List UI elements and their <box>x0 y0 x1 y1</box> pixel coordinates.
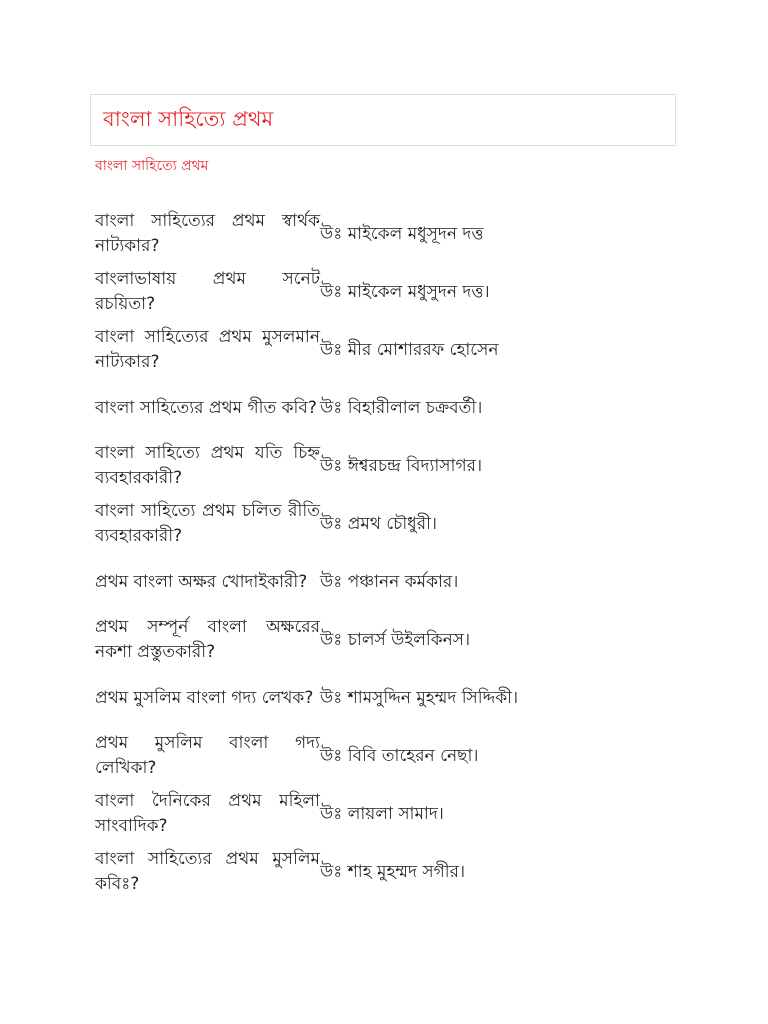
question-cell: বাংলা সাহিত্যের প্রথম স্বার্থক নাট্যকার? <box>95 211 320 256</box>
qa-row <box>95 669 575 727</box>
question-cell: বাংলা সাহিত্যে প্রথম চলিত রীতি ব্যবহারকারী? <box>95 501 320 546</box>
answer-cell: উঃ বিহারীলাল চক্রবর্তী। <box>320 397 483 418</box>
answer-cell: উঃ শাহ মুহম্মদ সগীর। <box>320 861 466 882</box>
answer-cell: উঃ চালর্স উইলকিনস। <box>320 629 471 650</box>
question-cell: বাংলা সাহিত্যের প্রথম গীত কবি? <box>95 397 317 418</box>
qa-row <box>95 379 575 437</box>
qa-row <box>95 321 575 379</box>
qa-row <box>95 785 575 843</box>
question-cell: প্রথম সম্পূর্ন বাংলা অক্ষরের নকশা প্রস্তুতকারী? <box>95 617 320 662</box>
answer-cell: উঃ মাইকেল মধুসূদন দত্ত <box>320 223 484 244</box>
answer-cell: উঃ বিবি তাহেরন নেছা। <box>320 745 479 766</box>
answer-cell: উঃ প্রমথ চৌধুরী। <box>320 513 438 534</box>
question-cell: বাংলা দৈনিকের প্রথম মহিলা সাংবাদিক? <box>95 791 320 836</box>
qa-row <box>95 495 575 553</box>
answer-cell: উঃ লায়লা সামাদ। <box>320 803 444 824</box>
answer-cell: উঃ শামসুদ্দিন মুহম্মদ সিদ্দিকী। <box>320 687 519 708</box>
answer-cell: উঃ পঞ্চানন কর্মকার। <box>320 571 459 592</box>
answer-cell: উঃ মীর মোশাররফ হোসেন <box>320 339 499 360</box>
qa-row <box>95 727 575 785</box>
question-cell: বাংলা সাহিত্যের প্রথম মুসলমান নাট্যকার? <box>95 327 320 372</box>
qa-table <box>95 205 575 901</box>
question-cell: প্রথম মুসলিম বাংলা গদ্য লেখক? <box>95 687 314 708</box>
page-subtitle: বাংলা সাহিত্যে প্রথম <box>95 158 209 174</box>
page-title: বাংলা সাহিত্যে প্রথম <box>103 106 274 131</box>
answer-cell: উঃ মাইকেল মধুসুদন দত্ত। <box>320 281 490 302</box>
question-cell: প্রথম মুসলিম বাংলা গদ্য লেখিকা? <box>95 733 320 778</box>
qa-row <box>95 263 575 321</box>
question-cell: বাংলা সাহিত্যে প্রথম যতি চিহ্ন ব্যবহারকারী? <box>95 443 320 488</box>
question-cell: প্রথম বাংলা অক্ষর খোদাইকারী? <box>95 571 308 592</box>
qa-row <box>95 611 575 669</box>
question-cell: বাংলাভাষায় প্রথম সনেট রচয়িতা? <box>95 269 320 314</box>
title-box <box>90 94 676 146</box>
qa-row <box>95 843 575 901</box>
qa-row <box>95 437 575 495</box>
qa-row <box>95 553 575 611</box>
answer-cell: উঃ ঈশ্বরচন্দ্র বিদ্যাসাগর। <box>320 455 483 476</box>
qa-row <box>95 205 575 263</box>
question-cell: বাংলা সাহিত্যের প্রথম মুসলিম কবিঃ? <box>95 849 320 894</box>
